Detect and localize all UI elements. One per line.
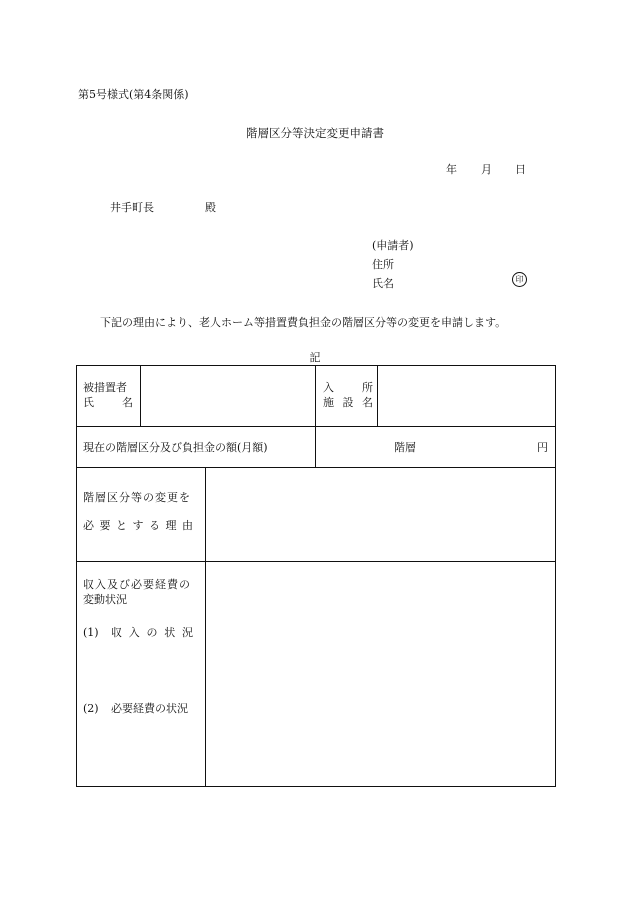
income-status-char: 収: [111, 626, 122, 639]
table-row-divider: [76, 426, 556, 427]
income-status-char: 況: [182, 626, 193, 639]
change-reason-char: と: [116, 519, 127, 532]
change-reason-char: 理: [165, 519, 177, 532]
change-reason-label: [83, 490, 193, 533]
change-reason-char: 必: [83, 519, 94, 532]
table-col-divider: [205, 467, 206, 787]
table-col-divider: [315, 426, 316, 467]
facility-label-char: 名: [362, 396, 373, 409]
current-yen-unit: 円: [537, 441, 548, 454]
income-status-text: [111, 625, 193, 640]
expense-status-number: (2): [83, 702, 99, 715]
current-level-unit: 階層: [394, 441, 416, 454]
income-status-char: 入: [128, 626, 140, 639]
table-col-divider: [377, 365, 378, 426]
facility-label-line2: [323, 395, 373, 410]
change-reason-line2: [83, 518, 193, 533]
facility-label-char: 設: [342, 396, 354, 409]
table-border-left: [76, 365, 77, 787]
facility-label: [323, 380, 373, 410]
change-reason-line1: 階層区分等の変更を: [83, 491, 191, 504]
date-year-label: 年: [446, 163, 457, 176]
income-status-char: の: [146, 626, 158, 639]
income-change-line1: 収入及び必要経費の: [83, 578, 191, 591]
income-change-label: [83, 577, 191, 607]
form-number: 第5号様式(第4条関係): [78, 88, 189, 101]
income-status-number: (1): [83, 626, 99, 639]
facility-label-char: 所: [362, 381, 373, 394]
table-row-divider: [76, 561, 556, 562]
addressee-honorific: 殿: [205, 201, 216, 214]
expense-status-text: 必要経費の状況: [111, 702, 188, 715]
table-col-divider: [140, 365, 141, 426]
applicant-label: (申請者): [372, 239, 414, 252]
application-statement: 下記の理由により、老人ホーム等措置費負担金の階層区分等の変更を申請します。: [100, 316, 507, 329]
table-row-divider: [76, 467, 556, 468]
addressee-name: 井手町長: [110, 201, 154, 214]
change-reason-char: 要: [99, 519, 111, 532]
date-day-label: 日: [515, 163, 526, 176]
applicant-address-label: 住所: [372, 258, 394, 271]
income-status-char: 状: [164, 626, 176, 639]
person-label: [83, 380, 133, 410]
facility-label-char: 施: [323, 396, 334, 409]
table-border-top: [76, 365, 556, 366]
seal-mark: 印: [512, 272, 527, 287]
person-label-line2: [83, 395, 133, 410]
income-change-line2: 変動状況: [83, 593, 127, 606]
change-reason-char: す: [132, 519, 144, 532]
document-title: 階層区分等決定変更申請書: [246, 126, 384, 140]
income-status-item: [83, 625, 193, 640]
expense-status-item: [83, 701, 188, 716]
table-col-divider: [315, 365, 316, 426]
date-month-label: 月: [481, 163, 492, 176]
change-reason-char: る: [149, 519, 160, 532]
table-border-bottom: [76, 786, 556, 787]
person-label-line1: 被措置者: [83, 381, 127, 394]
table-border-right: [555, 365, 556, 787]
person-label-char: 名: [122, 396, 133, 409]
current-level-label: 現在の階層区分及び負担金の額(月額): [83, 441, 268, 454]
facility-label-char: 入: [323, 381, 334, 394]
change-reason-char: 由: [182, 519, 193, 532]
applicant-name-label: 氏名: [372, 277, 394, 290]
ki-heading: 記: [309, 351, 321, 364]
facility-label-line1: [323, 380, 373, 395]
person-label-char: 氏: [83, 396, 94, 409]
